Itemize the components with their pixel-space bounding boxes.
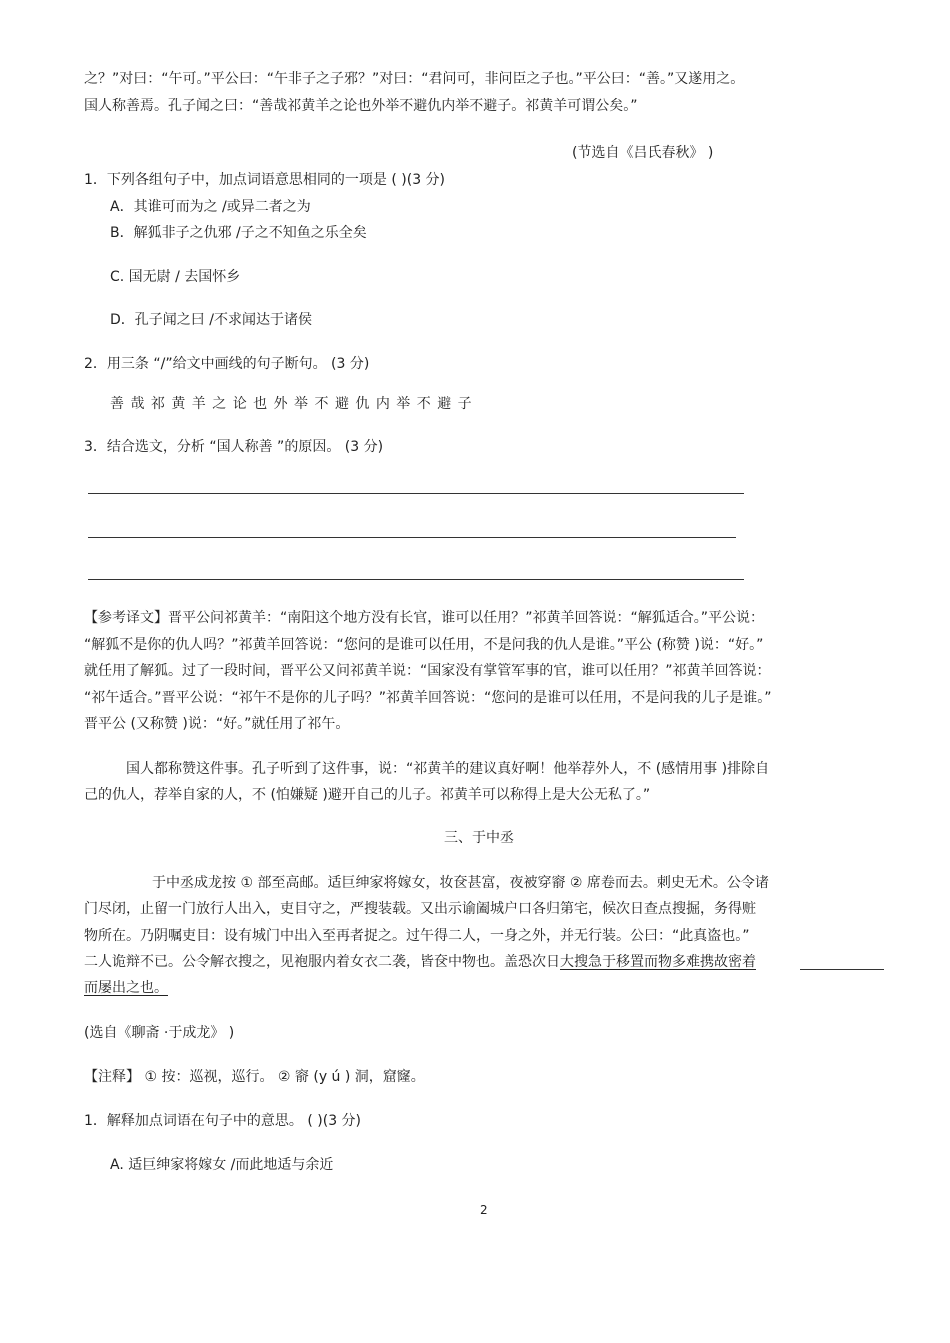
passage-line xyxy=(84,952,756,972)
passage-line: 门尽闭，止留一门放行人出入，吏目守之，严搜装载。又出示谕阖城户口各归第宅，候次日查点搜掘，务得赃 xyxy=(84,901,756,917)
translation-line: 国人都称赞这件事。孔子听到了这件事，说：“祁黄羊的建议真好啊！他举荐外人，不 (感情用事 )排除自 xyxy=(126,761,770,777)
translation-line: 【参考译文】晋平公问祁黄羊：“南阳这个地方没有长官，谁可以任用？”祁黄羊回答说：“解狐适合。”平公说： xyxy=(84,610,765,626)
underlined-sentence: 大搜急于移置而物多难携故密着 xyxy=(560,954,756,970)
punctuation-sentence: 善 哉 祁 黄 羊 之 论 也 外 举 不 避 仇 内 举 不 避 子 xyxy=(110,396,472,412)
source-citation: (节选自《吕氏春秋》 ) xyxy=(572,145,714,161)
answer-line[interactable] xyxy=(88,537,736,538)
answer-line[interactable] xyxy=(88,493,744,494)
translation-line: 晋平公 (又称赞 )说：“好。”就任用了祁午。 xyxy=(84,716,350,732)
question-stem: 1．解释加点词语在句子中的意思。 ( )(3 分) xyxy=(84,1113,362,1129)
underlined-sentence: 而屡出之也。 xyxy=(84,980,168,996)
option-a: A. 适巨绅家将嫁女 /而此地适与余近 xyxy=(110,1157,334,1173)
passage-line: 国人称善焉。孔子闻之曰：“善哉祁黄羊之论也外举不避仇内举不避子。祁黄羊可谓公矣。” xyxy=(84,98,638,114)
page-number: 2 xyxy=(480,1203,488,1217)
translation-line: “祁午适合。”晋平公说：“祁午不是你的儿子吗？”祁黄羊回答说：“您问的是谁可以任用，不是问我的儿子是谁。” xyxy=(84,690,772,706)
translation-line: “解狐不是你的仇人吗？”祁黄羊回答说：“您问的是谁可以任用，不是问我的仇人是谁。”平公 (称赞 )说：“好。” xyxy=(84,637,764,653)
option-c: C. 国无尉 / 去国怀乡 xyxy=(110,269,241,285)
translation-line: 就任用了解狐。过了一段时间，晋平公又问祁黄羊说：“国家没有掌管军事的官，谁可以任用？”祁黄羊回答说： xyxy=(84,663,771,679)
source-citation: (选自《聊斋 ·于成龙》 ) xyxy=(84,1025,235,1041)
section-title: 三、于中丞 xyxy=(444,830,514,846)
question-1-stem: 1．下列各组句子中，加点词语意思相同的一项是 ( )(3 分) xyxy=(84,172,446,188)
passage-line: 物所在。乃阴嘱吏目：设有城门中出入至再者捉之。过午得二人，一身之外，并无行装。公曰：“此真盗也。” xyxy=(84,928,750,944)
answer-line[interactable] xyxy=(88,579,744,580)
option-d: D．孔子闻之曰 /不求闻达于诸侯 xyxy=(110,312,312,328)
option-b: B．解狐非子之仇邪 /子之不知鱼之乐全矣 xyxy=(110,225,367,241)
passage-line: 于中丞成龙按 ① 部至高邮。适巨绅家将嫁女，妆奁甚富，夜被穿窬 ② 席卷而去。刺史无术。公令诸 xyxy=(152,875,769,891)
translation-line: 己的仇人，荐举自家的人，不 (怕嫌疑 )避开自己的儿子。祁黄羊可以称得上是大公无私了。” xyxy=(84,787,651,803)
option-a: A．其谁可而为之 /或异二者之为 xyxy=(110,199,311,215)
annotation-note: 【注释】 ① 按：巡视，巡行。 ② 窬 (y ú ) 洞，窟窿。 xyxy=(84,1069,425,1085)
underline-extension xyxy=(800,969,884,970)
passage-line: 之？”对曰：“午可。”平公曰：“午非子之子邪？”对曰：“君问可，非问臣之子也。”平公曰：“善。”又遂用之。 xyxy=(84,71,745,87)
question-3-stem: 3．结合选文，分析 “国人称善 ”的原因。 (3 分) xyxy=(84,439,384,455)
question-2-stem: 2．用三条 “/”给文中画线的句子断句。 (3 分) xyxy=(84,356,370,372)
passage-text: 二人诡辩不已。公令解衣搜之，见袍服内着女衣二袭，皆奁中物也。盖恐次日 xyxy=(84,954,560,970)
